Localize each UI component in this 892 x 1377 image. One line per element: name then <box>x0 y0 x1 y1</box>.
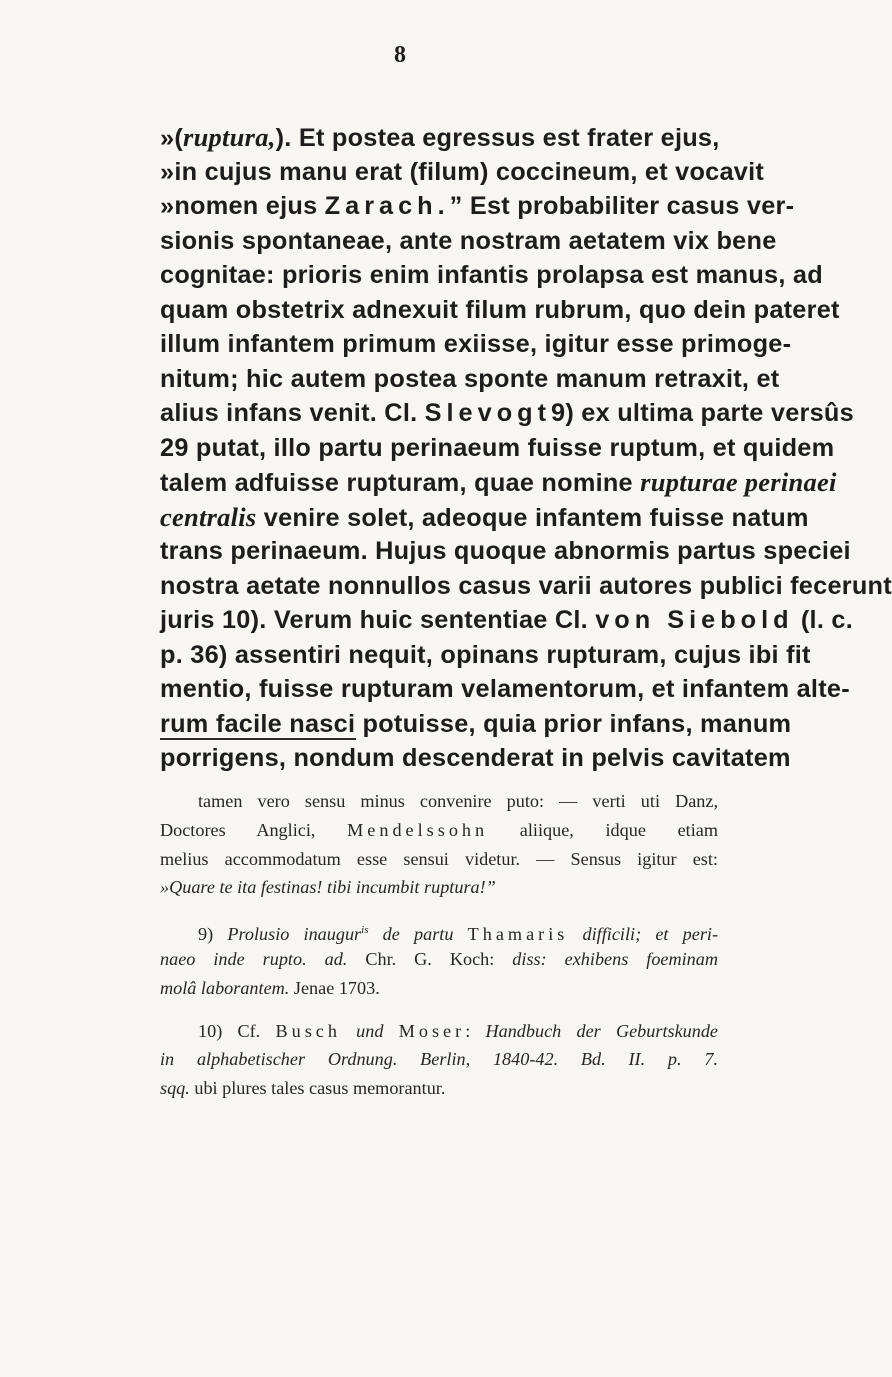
text-line: illum infantem primum exiisse, igitur esse primoge- <box>160 330 792 358</box>
footnote-line: molâ laborantem. Jenae 1703. <box>160 977 380 998</box>
text-line: »in cujus manu erat (filum) coccineum, et vocavit <box>160 157 765 186</box>
text-line: »nomen ejus Zarach.” Est probabiliter casus ver- <box>160 192 795 220</box>
footnote-9: 9) Prolusio inaugur$^{is}$ de partu Thamaris difficili; et peri- <box>198 924 719 945</box>
text-line: juris 10). Verum huic sententiae Cl. von Siebold (l. c. <box>160 606 853 634</box>
page-number: 8 <box>394 42 406 68</box>
text-line: sionis spontaneae, ante nostram aetatem vix bene <box>160 226 777 255</box>
text-line: nitum; hic autem postea sponte manum retraxit, et <box>160 364 780 393</box>
footnote-divider <box>160 738 356 740</box>
footnote-line: naeo inde rupto. ad. Chr. G. Koch: diss: exhibens foeminam <box>160 948 719 969</box>
text-line: nostra aetate nonnullos casus varii autores publici fecerunt <box>160 571 892 600</box>
footnote-line: in alphabetischer Ordnung. Berlin, 1840-42. Bd. II. p. 7. <box>160 1049 718 1070</box>
text-line: mentio, fuisse rupturam velamentorum, et infantem alte- <box>160 675 850 703</box>
text-line: p. 36) assentiri nequit, opinans rupturam, cujus ibi fit <box>160 640 811 669</box>
text-line: »(ruptura,). Et postea egressus est frater ejus, <box>160 122 720 152</box>
footnote-line: Doctores Anglici, Mendelssohn aliique, idque etiam <box>160 819 718 840</box>
footnote-line: sqq. ubi plures tales casus memorantur. <box>160 1078 446 1099</box>
text-line: porrigens, nondum descenderat in pelvis cavitatem <box>160 744 791 772</box>
text-line: cognitae: prioris enim infantis prolapsa est manus, ad <box>160 261 823 289</box>
text-line: rum facile nasci potuisse, quia prior infans, manum <box>160 709 792 738</box>
main-text <box>160 120 892 776</box>
footnote-line: melius accommodatum esse sensui videtur. — Sensus igitur est: <box>160 848 718 869</box>
text-line: talem adfuisse rupturam, quae nomine rupturae perinaei <box>160 467 837 497</box>
footnotes <box>160 787 718 1103</box>
text-line: centralis venire solet, adeoque infantem fuisse natum <box>160 501 809 532</box>
footnote-line: »Quare te ita festinas! tibi incumbit ruptura!” <box>160 877 496 898</box>
text-line: quam obstetrix adnexuit filum rubrum, quo dein pateret <box>160 295 840 324</box>
text-line: 29 putat, illo partu perinaeum fuisse ruptum, et quidem <box>160 433 835 462</box>
text-line: alius infans venit. Cl. Slevogt9) ex ultima parte versûs <box>160 399 854 427</box>
footnote-10: 10) Cf. Busch und Moser: Handbuch der Geburtskunde <box>198 1020 719 1041</box>
text-line: trans perinaeum. Hujus quoque abnormis partus speciei <box>160 537 851 565</box>
footnote-line: tamen vero sensu minus convenire puto: — verti uti Danz, <box>198 791 718 811</box>
